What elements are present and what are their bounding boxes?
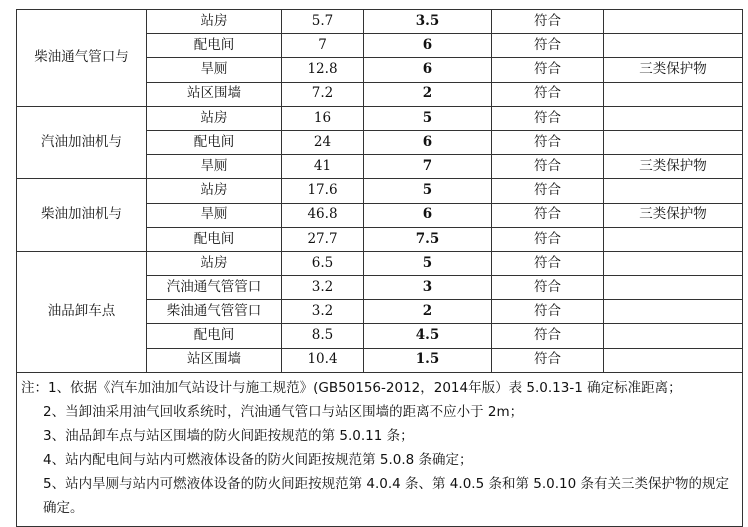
standard-distance-cell: 2 bbox=[364, 82, 492, 106]
item-cell: 汽油通气管管口 bbox=[147, 276, 282, 300]
standard-distance-cell: 5 bbox=[364, 179, 492, 203]
result-cell: 符合 bbox=[492, 130, 604, 154]
item-cell: 旱厕 bbox=[147, 203, 282, 227]
actual-distance-cell: 27.7 bbox=[282, 227, 364, 251]
item-cell: 站房 bbox=[147, 10, 282, 34]
remark-cell bbox=[604, 34, 743, 58]
result-cell: 符合 bbox=[492, 106, 604, 130]
result-cell: 符合 bbox=[492, 82, 604, 106]
note-line: 注：1、依据《汽车加油加气站设计与施工规范》(GB50156-2012，2014年版）表 5.0.13-1 确定标准距离； bbox=[21, 379, 682, 396]
remark-cell bbox=[604, 130, 743, 154]
remark-cell bbox=[604, 276, 743, 300]
table-row bbox=[17, 179, 743, 203]
result-cell: 符合 bbox=[492, 203, 604, 227]
actual-distance-cell: 7 bbox=[282, 34, 364, 58]
item-cell: 站房 bbox=[147, 251, 282, 275]
result-cell: 符合 bbox=[492, 10, 604, 34]
standard-distance-cell: 6 bbox=[364, 203, 492, 227]
table-row bbox=[17, 106, 743, 130]
result-cell: 符合 bbox=[492, 251, 604, 275]
group-name-cell: 柴油加油机与 bbox=[17, 179, 147, 252]
item-cell: 站房 bbox=[147, 179, 282, 203]
notes-row bbox=[17, 372, 743, 526]
note-line: 4、站内配电间与站内可燃液体设备的防火间距按规范第 5.0.8 条确定； bbox=[43, 451, 473, 468]
actual-distance-cell: 10.4 bbox=[282, 348, 364, 372]
result-cell: 符合 bbox=[492, 300, 604, 324]
standard-distance-cell: 7.5 bbox=[364, 227, 492, 251]
item-cell: 配电间 bbox=[147, 130, 282, 154]
remark-cell bbox=[604, 300, 743, 324]
standard-distance-cell: 2 bbox=[364, 300, 492, 324]
standard-distance-cell: 5 bbox=[364, 106, 492, 130]
item-cell: 配电间 bbox=[147, 324, 282, 348]
remark-cell bbox=[604, 82, 743, 106]
result-cell: 符合 bbox=[492, 276, 604, 300]
group-name-cell: 油品卸车点 bbox=[17, 251, 147, 372]
actual-distance-cell: 17.6 bbox=[282, 179, 364, 203]
result-cell: 符合 bbox=[492, 227, 604, 251]
table-row bbox=[17, 10, 743, 34]
standard-distance-cell: 5 bbox=[364, 251, 492, 275]
result-cell: 符合 bbox=[492, 324, 604, 348]
actual-distance-cell: 7.2 bbox=[282, 82, 364, 106]
remark-cell bbox=[604, 179, 743, 203]
distance-table bbox=[16, 9, 743, 527]
result-cell: 符合 bbox=[492, 348, 604, 372]
item-cell: 旱厕 bbox=[147, 155, 282, 179]
standard-distance-cell: 6 bbox=[364, 34, 492, 58]
standard-distance-cell: 3.5 bbox=[364, 10, 492, 34]
remark-cell: 三类保护物 bbox=[604, 155, 743, 179]
remark-cell bbox=[604, 106, 743, 130]
actual-distance-cell: 3.2 bbox=[282, 300, 364, 324]
item-cell: 站房 bbox=[147, 106, 282, 130]
item-cell: 配电间 bbox=[147, 227, 282, 251]
notes-cell bbox=[17, 372, 743, 526]
actual-distance-cell: 6.5 bbox=[282, 251, 364, 275]
remark-cell bbox=[604, 10, 743, 34]
actual-distance-cell: 3.2 bbox=[282, 276, 364, 300]
remark-cell bbox=[604, 251, 743, 275]
standard-distance-cell: 7 bbox=[364, 155, 492, 179]
remark-cell: 三类保护物 bbox=[604, 203, 743, 227]
result-cell: 符合 bbox=[492, 58, 604, 82]
result-cell: 符合 bbox=[492, 34, 604, 58]
item-cell: 站区围墙 bbox=[147, 348, 282, 372]
table-row bbox=[17, 251, 743, 275]
standard-distance-cell: 1.5 bbox=[364, 348, 492, 372]
standard-distance-cell: 3 bbox=[364, 276, 492, 300]
table-body bbox=[17, 10, 743, 527]
remark-cell: 三类保护物 bbox=[604, 58, 743, 82]
note-line: 3、油品卸车点与站区围墙的防火间距按规范的第 5.0.11 条； bbox=[43, 427, 414, 444]
actual-distance-cell: 16 bbox=[282, 106, 364, 130]
group-name-cell: 汽油加油机与 bbox=[17, 106, 147, 179]
remark-cell bbox=[604, 324, 743, 348]
actual-distance-cell: 46.8 bbox=[282, 203, 364, 227]
item-cell: 旱厕 bbox=[147, 58, 282, 82]
actual-distance-cell: 12.8 bbox=[282, 58, 364, 82]
actual-distance-cell: 41 bbox=[282, 155, 364, 179]
item-cell: 柴油通气管管口 bbox=[147, 300, 282, 324]
standard-distance-cell: 6 bbox=[364, 58, 492, 82]
item-cell: 配电间 bbox=[147, 34, 282, 58]
actual-distance-cell: 8.5 bbox=[282, 324, 364, 348]
note-line: 5、站内旱厕与站内可燃液体设备的防火间距按规范第 4.0.4 条、第 4.0.5 条和第 5.0.10 条有关三类保护物的规定确定。 bbox=[43, 475, 729, 516]
note-line: 2、当卸油采用油气回收系统时，汽油通气管口与站区围墙的距离不应小于 2m； bbox=[43, 403, 524, 420]
standard-distance-cell: 4.5 bbox=[364, 324, 492, 348]
actual-distance-cell: 24 bbox=[282, 130, 364, 154]
group-name-cell: 柴油通气管口与 bbox=[17, 10, 147, 107]
remark-cell bbox=[604, 227, 743, 251]
item-cell: 站区围墙 bbox=[147, 82, 282, 106]
actual-distance-cell: 5.7 bbox=[282, 10, 364, 34]
standard-distance-cell: 6 bbox=[364, 130, 492, 154]
result-cell: 符合 bbox=[492, 179, 604, 203]
remark-cell bbox=[604, 348, 743, 372]
result-cell: 符合 bbox=[492, 155, 604, 179]
